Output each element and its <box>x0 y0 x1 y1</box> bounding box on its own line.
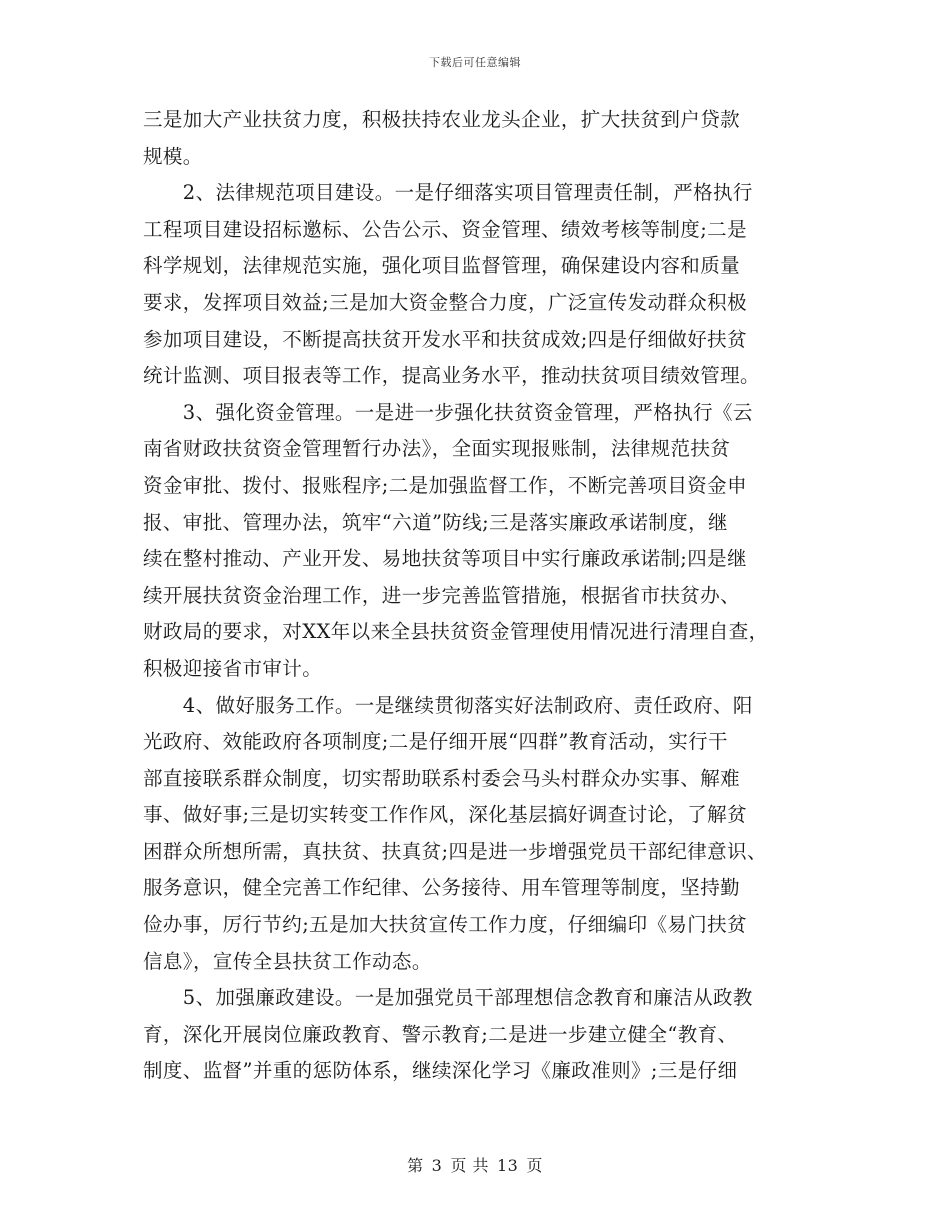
text-line: 部直接联系群众制度，切实帮助联系村委会马头村群众办实事、解难 <box>143 766 741 790</box>
page-total: 13 <box>496 1156 519 1175</box>
text-line: 5、加强廉政建设。一是加强党员干部理想信念教育和廉洁从政教 <box>143 986 753 1010</box>
text-line: 南省财政扶贫资金管理暂行办法》，全面实现报账制，法律规范扶贫 <box>143 437 731 461</box>
text-line: 续开展扶贫资金治理工作，进一步完善监管措施，根据省市扶贫办、 <box>143 583 741 607</box>
text-line: 俭办事，厉行节约;五是加大扶贫宣传工作力度，仔细编印《易门扶贫 <box>143 913 747 937</box>
text-line: 2、法律规范项目建设。一是仔细落实项目管理责任制，严格执行 <box>143 181 753 205</box>
text-line: 4、做好服务工作。一是继续贯彻落实好法制政府、责任政府、阳 <box>143 693 753 717</box>
text-line: 育，深化开展岗位廉政教育、警示教育;二是进一步建立健全“教育、 <box>143 1022 738 1046</box>
footer-prefix: 第 <box>407 1156 424 1175</box>
text-line: 工程项目建设招标邀标、公告公示、资金管理、绩效考核等制度;二是 <box>143 217 747 241</box>
text-line: 资金审批、拨付、报账程序;二是加强监督工作，不断完善项目资金申 <box>143 473 747 497</box>
text-line: 参加项目建设，不断提高扶贫开发水平和扶贫成效;四是仔细做好扶贫 <box>143 327 747 351</box>
text-line: 报、审批、管理办法，筑牢“六道”防线;三是落实廉政承诺制度，继 <box>143 510 728 534</box>
page-footer <box>0 1153 950 1176</box>
text-line: 3、强化资金管理。一是进一步强化扶贫资金管理，严格执行《云 <box>143 400 753 424</box>
text-line: 续在整村推动、产业开发、易地扶贫等项目中实行廉政承诺制;四是继 <box>143 547 747 571</box>
text-line: 科学规划，法律规范实施，强化项目监督管理，确保建设内容和质量 <box>143 254 741 278</box>
text-line: 财政局的要求，对XX年以来全县扶贫资金管理使用情况进行清理自查， <box>143 620 769 644</box>
text-line: 信息》，宣传全县扶贫工作动态。 <box>143 949 432 973</box>
document-body <box>143 102 818 1090</box>
text-line: 规模。 <box>143 144 203 168</box>
text-line: 光政府、效能政府各项制度;二是仔细开展“四群”教育活动，实行干 <box>143 730 728 754</box>
text-line: 制度、监督”并重的惩防体系，继续深化学习《廉政准则》;三是仔细 <box>143 1059 738 1083</box>
text-line: 积极迎接省市审计。 <box>143 656 323 680</box>
text-line: 事、做好事;三是切实转变工作作风，深化基层搞好调查讨论，了解贫 <box>143 803 747 827</box>
text-line: 要求，发挥项目效益;三是加大资金整合力度，广泛宣传发动群众积极 <box>143 290 747 314</box>
page-header: 下载后可任意编辑 <box>429 56 521 69</box>
footer-suffix: 页 <box>526 1156 543 1175</box>
text-line: 三是加大产业扶贫力度，积极扶持农业龙头企业，扩大扶贫到户贷款 <box>143 108 741 131</box>
footer-middle: 页 共 <box>450 1156 489 1175</box>
page-number: 3 <box>431 1156 443 1175</box>
text-line: 统计监测、项目报表等工作，提高业务水平，推动扶贫项目绩效管理。 <box>143 364 760 388</box>
text-line: 服务意识，健全完善工作纪律、公务接待、用车管理等制度，坚持勤 <box>143 876 741 900</box>
text-line: 困群众所想所需，真扶贫、扶真贫;四是进一步增强党员干部纪律意识、 <box>143 839 767 863</box>
